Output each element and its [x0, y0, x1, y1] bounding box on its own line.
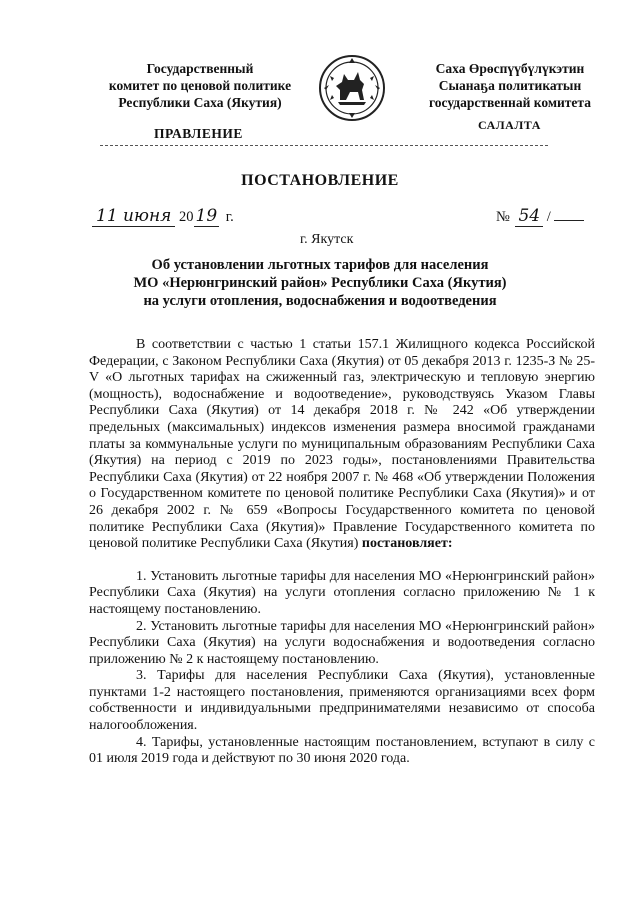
resolution-item-4: 4. Тарифы, установленные настоящим постановлением, вступают в силу с 01 июля 2019 года и действуют по 30 июня 2020 года.	[89, 734, 595, 767]
number-label: №	[496, 209, 510, 225]
document-date	[92, 206, 234, 227]
date-year-suffix: 19	[195, 206, 218, 226]
subject-line: Об установлении льготных тарифов для населения	[151, 257, 489, 273]
document-body	[89, 337, 595, 768]
header-right-block	[410, 60, 610, 111]
header-right-line: Сыанаҕа политикатын	[438, 78, 582, 93]
header-left-block	[96, 60, 304, 111]
preamble-paragraph	[89, 337, 595, 553]
number-separator: /	[546, 209, 551, 225]
date-year-prefix: 20	[179, 209, 194, 225]
header-left-line: Государственный	[146, 61, 254, 76]
date-unit: г.	[225, 209, 234, 225]
header-right-line: Саха Өрөспүүбүлүкэтин	[435, 61, 585, 76]
subject-line: МО «Нерюнгринский район» Республики Саха (Якутия)	[133, 275, 507, 291]
board-label-sakha: САЛАЛТА	[478, 118, 541, 132]
document-number	[496, 206, 584, 227]
header-divider	[100, 145, 548, 146]
header-left-line: Республики Саха (Якутия)	[118, 95, 282, 110]
document-subject	[0, 256, 640, 310]
header-right-line: государственнай комитета	[429, 95, 591, 110]
number-blank	[554, 208, 584, 221]
subject-line: на услуги отопления, водоснабжения и водоотведения	[143, 293, 497, 309]
preamble-bold-tail: постановляет:	[361, 536, 453, 552]
header-left-line: комитет по ценовой политике	[108, 78, 292, 93]
document-title: ПОСТАНОВЛЕНИЕ	[241, 172, 399, 189]
date-day: 11 июня	[92, 206, 175, 227]
resolution-item-2: 2. Установить льготные тарифы для населения МО «Нерюнгринский район» Республики Саха (Якутия) на услуги водоснабжения и водоотведения согласно приложению № 2 к настоящему постановлению.	[89, 618, 595, 667]
paragraph-gap	[89, 553, 595, 569]
resolution-item-1: 1. Установить льготные тарифы для населения МО «Нерюнгринский район» Республики Саха (Якутия) на услуги отопления согласно приложению № 1 к настоящему постановлению.	[89, 568, 595, 617]
preamble-text: В соответствии с частью 1 статьи 157.1 Жилищного кодекса Российской Федерации, с Законом Республики Саха (Якутия) от 05 декабря 2013 г. 1235-З № 25-V «О льготных тарифах на сжиженный газ, электрическую и тепловую энергию (мощность), водоснабжение и водоотведение», руководствуясь Указом Главы Республики Саха (Якутия) от 14 декабря 2018 г. № 242 «Об утверждении предельных (максимальных) индексов изменения размера вносимой гражданами платы за коммунальные услуги по муниципальным образованиям Республики Саха (Якутия) на период с 2019 по 2023 годы», постановлениями Правительства Республики Саха (Якутия) от 22 ноября 2007 г. № 468 «Об утверждении Положения о Государственном комитете по ценовой политике Республики Саха (Якутия)» и от 26 декабря 2002 г. № 659 «Вопросы Государственного комитета по ценовой политике Республики Саха (Якутия)» Правление Государственного комитета по ценовой политике Республики Саха (Якутия)	[89, 337, 595, 552]
document-city: г. Якутск	[300, 232, 354, 247]
board-label-ru: ПРАВЛЕНИЕ	[154, 126, 243, 141]
number-value: 54	[515, 206, 543, 227]
resolution-item-3: 3. Тарифы для населения Республики Саха (Якутия), установленные пунктами 1-2 настоящего постановления, применяются организациями всех форм собственности и индивидуальными предпринимателями независимо от способа налогообложения.	[89, 668, 595, 734]
coat-of-arms-icon	[318, 54, 386, 122]
